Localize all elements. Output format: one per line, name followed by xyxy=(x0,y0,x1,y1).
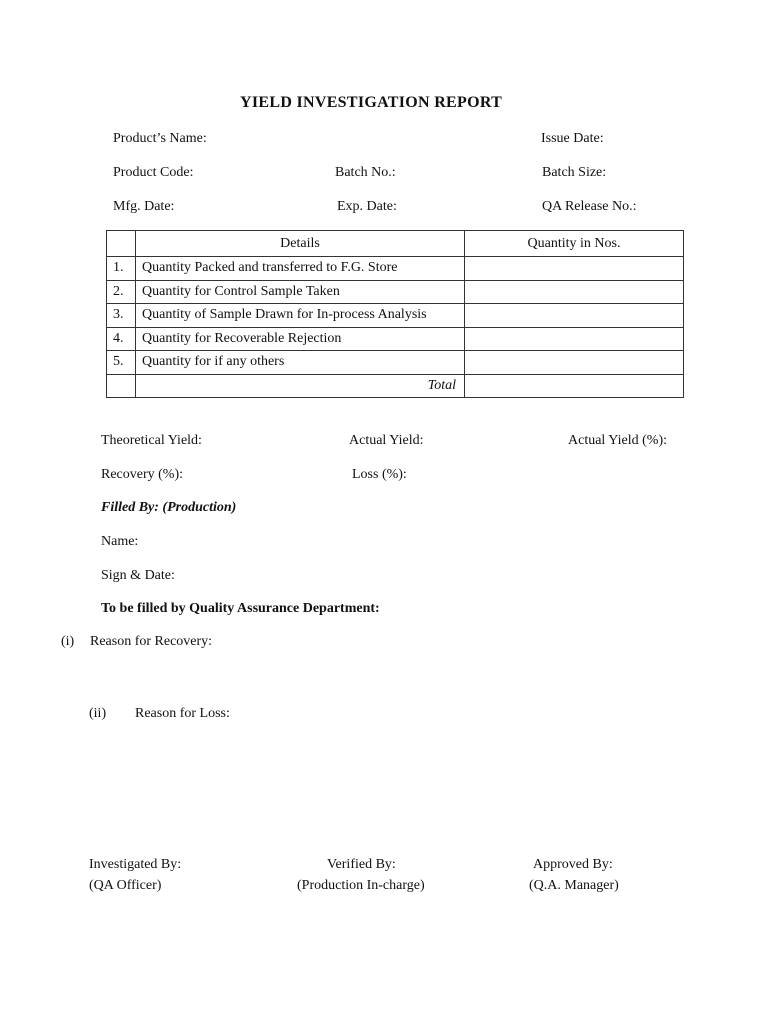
total-label: Total xyxy=(136,374,465,398)
row-number: 3. xyxy=(107,304,136,328)
row-number: 5. xyxy=(107,351,136,375)
approved-role: (Q.A. Manager) xyxy=(529,878,619,893)
row-details: Quantity for Recoverable Rejection xyxy=(136,327,465,351)
row-details: Quantity for if any others xyxy=(136,351,465,375)
row-number: 4. xyxy=(107,327,136,351)
actual-yield-label: Actual Yield: xyxy=(349,433,424,448)
loss-pct-label: Loss (%): xyxy=(352,467,407,482)
reason-for-loss-label: Reason for Loss: xyxy=(135,706,230,721)
report-title: YIELD INVESTIGATION REPORT xyxy=(240,94,503,111)
name-label: Name: xyxy=(101,534,139,549)
row-quantity-cell[interactable] xyxy=(465,304,684,328)
total-row-number-cell xyxy=(107,374,136,398)
product-name-label: Product’s Name: xyxy=(113,131,207,146)
row-details: Quantity Packed and transferred to F.G. Store xyxy=(136,257,465,281)
table-row xyxy=(107,304,684,328)
product-code-label: Product Code: xyxy=(113,165,194,180)
column-header-number xyxy=(107,231,136,257)
total-quantity-cell[interactable] xyxy=(465,374,684,398)
approved-by-label: Approved By: xyxy=(533,857,613,872)
row-number: 2. xyxy=(107,280,136,304)
row-details: Quantity for Control Sample Taken xyxy=(136,280,465,304)
verified-by-label: Verified By: xyxy=(327,857,396,872)
exp-date-label: Exp. Date: xyxy=(337,199,397,214)
qa-section-heading: To be filled by Quality Assurance Department: xyxy=(101,601,380,616)
item-1-number: (i) xyxy=(61,634,75,649)
row-quantity-cell[interactable] xyxy=(465,351,684,375)
table-row xyxy=(107,351,684,375)
item-2-number: (ii) xyxy=(89,706,107,721)
quantity-table xyxy=(106,230,684,398)
mfg-date-label: Mfg. Date: xyxy=(113,199,175,214)
recovery-pct-label: Recovery (%): xyxy=(101,467,184,482)
row-number: 1. xyxy=(107,257,136,281)
batch-size-label: Batch Size: xyxy=(542,165,607,180)
table-header-row xyxy=(107,231,684,257)
row-quantity-cell[interactable] xyxy=(465,280,684,304)
filled-by-heading: Filled By: (Production) xyxy=(101,500,237,515)
table-total-row xyxy=(107,374,684,398)
row-quantity-cell[interactable] xyxy=(465,327,684,351)
table-row xyxy=(107,280,684,304)
actual-yield-pct-label: Actual Yield (%): xyxy=(568,433,668,448)
issue-date-label: Issue Date: xyxy=(541,131,604,146)
batch-no-label: Batch No.: xyxy=(335,165,396,180)
table-row xyxy=(107,327,684,351)
investigated-role: (QA Officer) xyxy=(89,878,162,893)
sign-date-label: Sign & Date: xyxy=(101,568,175,583)
column-header-quantity: Quantity in Nos. xyxy=(465,231,684,257)
qa-release-no-label: QA Release No.: xyxy=(542,199,637,214)
theoretical-yield-label: Theoretical Yield: xyxy=(101,433,202,448)
investigated-by-label: Investigated By: xyxy=(89,857,182,872)
row-quantity-cell[interactable] xyxy=(465,257,684,281)
reason-for-recovery-label: Reason for Recovery: xyxy=(90,634,213,649)
row-details: Quantity of Sample Drawn for In-process Analysis xyxy=(136,304,465,328)
column-header-details: Details xyxy=(136,231,465,257)
table-row xyxy=(107,257,684,281)
verified-role: (Production In-charge) xyxy=(297,878,425,893)
